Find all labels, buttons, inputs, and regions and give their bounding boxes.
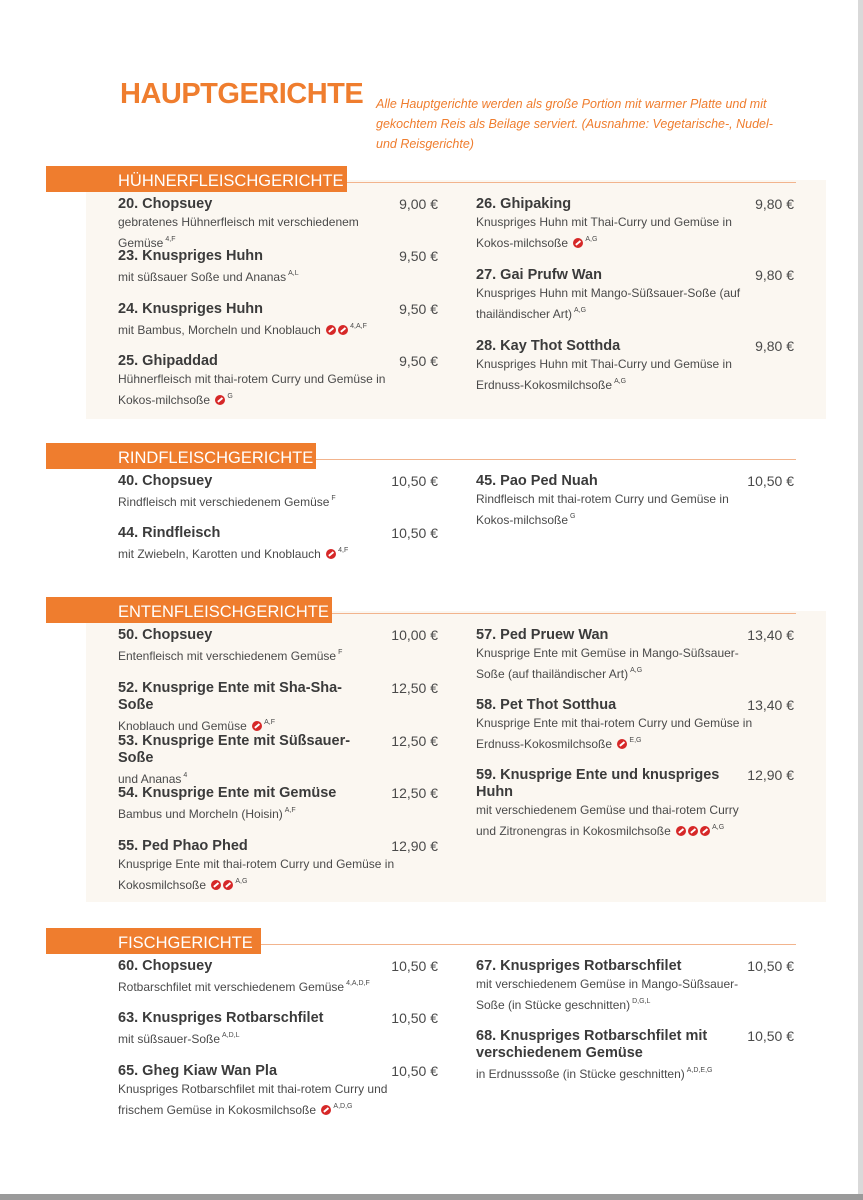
dish-price: 12,90 € [391, 838, 438, 854]
dish-price: 12,50 € [391, 785, 438, 801]
dish-price: 9,80 € [755, 338, 794, 354]
dish-description-text: mit verschiedenem Gemüse und thai-rotem Curry und Zitronengras in Kokosmilchsoße [476, 803, 739, 838]
dish-price: 10,50 € [391, 1010, 438, 1026]
dish-description [476, 355, 761, 394]
menu-item [118, 248, 438, 286]
allergen-codes: A,G [235, 878, 248, 885]
dish-description [476, 644, 761, 683]
section-chicken [46, 166, 826, 419]
chili-spicy-icon [326, 325, 336, 335]
allergen-codes: 4,F [165, 236, 176, 243]
dish-price: 10,50 € [391, 525, 438, 541]
menu-item [476, 958, 794, 1014]
intro-note: Alle Hauptgerichte werden als große Portion mit warmer Platte und mit gekochtem Reis als Beilage serviert. (Ausnahme: Vegetarische-, Nudel- und Reisgerichte) [376, 97, 773, 151]
dish-description [118, 1080, 403, 1119]
allergen-codes: F [338, 649, 343, 656]
dish-description [476, 284, 761, 323]
dish-name: 50. Chopsuey [118, 627, 213, 643]
dish-price: 9,80 € [755, 196, 794, 212]
dish-name: 60. Chopsuey [118, 958, 213, 974]
dish-price: 10,50 € [747, 473, 794, 489]
dish-description [118, 802, 403, 823]
dish-name: 68. Knuspriges Rotbarschfilet mit verschiedenem Gemüse [476, 1028, 708, 1061]
allergen-codes: A,G [614, 378, 627, 385]
allergen-codes: 4,A,D,F [346, 980, 370, 987]
dish-description-text: Rindfleisch mit thai-rotem Curry und Gemüse in Kokos-milchsoße [476, 492, 729, 527]
allergen-codes: A,G [574, 307, 587, 314]
allergen-codes: A,F [284, 807, 296, 814]
allergen-codes: A,G [712, 824, 725, 831]
dish-description [118, 714, 403, 735]
dish-description-text: mit süßsauer Soße und Ananas [118, 270, 287, 284]
allergen-codes: G [227, 393, 233, 400]
menu-item [118, 680, 438, 735]
allergen-codes: 4,A,F [350, 323, 367, 330]
menu-item [118, 1063, 438, 1119]
dish-name: 57. Ped Pruew Wan [476, 627, 609, 643]
dish-name: 26. Ghipaking [476, 196, 572, 212]
allergen-codes: E,G [629, 737, 642, 744]
dish-description-text: Knuspriges Huhn mit Mango-Süßsauer-Soße (auf thailändischer Art) [476, 286, 741, 321]
menu-item [476, 697, 794, 753]
section-heading: ENTENFLEISCHGERICHTE [46, 597, 332, 623]
menu-item [118, 838, 438, 894]
menu-item [118, 785, 438, 823]
dish-description [476, 1062, 761, 1083]
chili-spicy-icon [321, 1105, 331, 1115]
dish-description-text: Bambus und Morcheln (Hoisin) [118, 807, 283, 821]
allergen-codes: 4 [183, 772, 188, 779]
section-heading: FISCHGERICHTE [46, 928, 261, 954]
allergen-codes: A,G [630, 667, 643, 674]
chili-spicy-icon [338, 325, 348, 335]
dish-description-text: Rindfleisch mit verschiedenem Gemüse [118, 495, 330, 509]
dish-description [118, 370, 403, 409]
section-heading: HÜHNERFLEISCHGERICHTE [46, 166, 347, 192]
dish-description-text: in Erdnusssoße (in Stücke geschnitten) [476, 1067, 685, 1081]
chili-spicy-icon [688, 826, 698, 836]
allergen-codes: 4,F [338, 547, 349, 554]
dish-price: 9,50 € [399, 248, 438, 264]
dish-price: 10,50 € [391, 958, 438, 974]
dish-description [118, 975, 403, 996]
section-fish [46, 928, 826, 1118]
allergen-codes: A,D,L [222, 1032, 240, 1039]
dish-description-text: mit Bambus, Morcheln und Knoblauch [118, 323, 321, 337]
menu-item [118, 733, 438, 788]
dish-description [118, 855, 403, 894]
chili-spicy-icon [326, 549, 336, 559]
dish-price: 9,00 € [399, 196, 438, 212]
chili-spicy-icon [211, 880, 221, 890]
dish-description [118, 318, 403, 339]
dish-description [118, 265, 403, 286]
menu-item [476, 767, 794, 840]
dish-name: 63. Knuspriges Rotbarschfilet [118, 1010, 324, 1026]
dish-name: 44. Rindfleisch [118, 525, 221, 541]
dish-name: 53. Knusprige Ente mit Süßsauer-Soße [118, 733, 351, 766]
dish-description [118, 213, 403, 252]
chili-spicy-icon [215, 395, 225, 405]
chili-spicy-icon [223, 880, 233, 890]
menu-item [476, 196, 794, 252]
dish-name: 55. Ped Phao Phed [118, 838, 248, 854]
menu-item [476, 267, 794, 323]
chili-spicy-icon [573, 238, 583, 248]
allergen-codes: A,D,G [333, 1103, 353, 1110]
dish-description-text: Knuspriges Rotbarschfilet mit thai-rotem Curry und frischem Gemüse in Kokosmilchsoße [118, 1082, 388, 1117]
allergen-codes: D,G,L [632, 998, 651, 1005]
dish-price: 12,90 € [747, 767, 794, 783]
dish-name: 24. Knuspriges Huhn [118, 301, 264, 317]
dish-description-text: mit süßsauer-Soße [118, 1032, 221, 1046]
dish-price: 13,40 € [747, 627, 794, 643]
menu-item [118, 958, 438, 996]
dish-description-text: Hühnerfleisch mit thai-rotem Curry und Gemüse in Kokos-milchsoße [118, 372, 386, 407]
menu-item [118, 301, 438, 339]
dish-name: 23. Knuspriges Huhn [118, 248, 264, 264]
dish-name: 28. Kay Thot Sotthda [476, 338, 621, 354]
chili-spicy-icon [617, 739, 627, 749]
page-bottom-edge [0, 1194, 863, 1200]
dish-description-text: Knuspriges Huhn mit Thai-Curry und Gemüse in Erdnuss-Kokosmilchsoße [476, 357, 732, 392]
dish-price: 10,00 € [391, 627, 438, 643]
dish-description-text: Rotbarschfilet mit verschiedenem Gemüse [118, 980, 345, 994]
dish-price: 9,80 € [755, 267, 794, 283]
menu-item [476, 473, 794, 529]
section-beef [46, 443, 826, 563]
dish-description [118, 1027, 403, 1048]
dish-description [476, 975, 761, 1014]
dish-description-text: Knoblauch und Gemüse [118, 719, 247, 733]
allergen-codes: F [331, 495, 336, 502]
dish-name: 58. Pet Thot Sotthua [476, 697, 617, 713]
chili-spicy-icon [676, 826, 686, 836]
dish-description [476, 213, 761, 252]
allergen-codes: A,D,E,G [686, 1067, 713, 1074]
dish-name: 20. Chopsuey [118, 196, 213, 212]
dish-description-text: mit Zwiebeln, Karotten und Knoblauch [118, 547, 321, 561]
dish-description [476, 490, 761, 529]
menu-item [118, 353, 438, 409]
dish-name: 25. Ghipaddad [118, 353, 218, 369]
dish-name: 54. Knusprige Ente mit Gemüse [118, 785, 337, 801]
dish-description [476, 801, 761, 840]
allergen-codes: A,F [264, 719, 275, 726]
dish-price: 9,50 € [399, 301, 438, 317]
dish-price: 12,50 € [391, 733, 438, 749]
dish-price: 12,50 € [391, 680, 438, 696]
menu-item [118, 196, 438, 252]
dish-price: 10,50 € [747, 958, 794, 974]
menu-item [118, 627, 438, 665]
chili-spicy-icon [700, 826, 710, 836]
dish-description-text: gebratenes Hühnerfleisch mit verschiedenem Gemüse [118, 215, 359, 250]
dish-name: 45. Pao Ped Nuah [476, 473, 598, 489]
dish-description-text: und Ananas [118, 772, 182, 786]
dish-description [118, 644, 403, 665]
dish-price: 13,40 € [747, 697, 794, 713]
allergen-codes: G [570, 513, 576, 520]
menu-item [476, 627, 794, 683]
section-heading: RINDFLEISCHGERICHTE [46, 443, 316, 469]
dish-price: 10,50 € [391, 1063, 438, 1079]
dish-description-text: Knuspriges Huhn mit Thai-Curry und Gemüse in Kokos-milchsoße [476, 215, 732, 250]
dish-description-text: Knusprige Ente mit thai-rotem Curry und Gemüse in Erdnuss-Kokosmilchsoße [476, 716, 753, 751]
menu-item [118, 473, 438, 511]
dish-name: 65. Gheg Kiaw Wan Pla [118, 1063, 278, 1079]
page-title: HAUPTGERICHTE [120, 78, 364, 110]
dish-price: 10,50 € [747, 1028, 794, 1044]
dish-description [118, 490, 403, 511]
allergen-codes: A,L [288, 270, 299, 277]
page-edge-shadow [858, 0, 863, 1200]
dish-name: 67. Knuspriges Rotbarschfilet [476, 958, 682, 974]
menu-item [476, 338, 794, 394]
chili-spicy-icon [252, 721, 262, 731]
menu-item [118, 525, 438, 563]
dish-description-text: mit verschiedenem Gemüse in Mango-Süßsauer-Soße (in Stücke geschnitten) [476, 977, 739, 1012]
menu-item [118, 1010, 438, 1048]
allergen-codes: A,G [585, 236, 598, 243]
dish-price: 9,50 € [399, 353, 438, 369]
dish-description-text: Entenfleisch mit verschiedenem Gemüse [118, 649, 337, 663]
dish-description [476, 714, 761, 753]
dish-name: 27. Gai Prufw Wan [476, 267, 602, 283]
dish-name: 59. Knusprige Ente und knuspriges Huhn [476, 767, 720, 800]
dish-name: 40. Chopsuey [118, 473, 213, 489]
dish-price: 10,50 € [391, 473, 438, 489]
section-duck [46, 597, 826, 902]
menu-item [476, 1028, 794, 1083]
dish-description-text: Knusprige Ente mit thai-rotem Curry und Gemüse in Kokosmilchsoße [118, 857, 395, 892]
dish-name: 52. Knusprige Ente mit Sha-Sha-Soße [118, 680, 342, 713]
dish-description [118, 542, 403, 563]
dish-description-text: Knusprige Ente mit Gemüse in Mango-Süßsauer-Soße (auf thailändischer Art) [476, 646, 739, 681]
